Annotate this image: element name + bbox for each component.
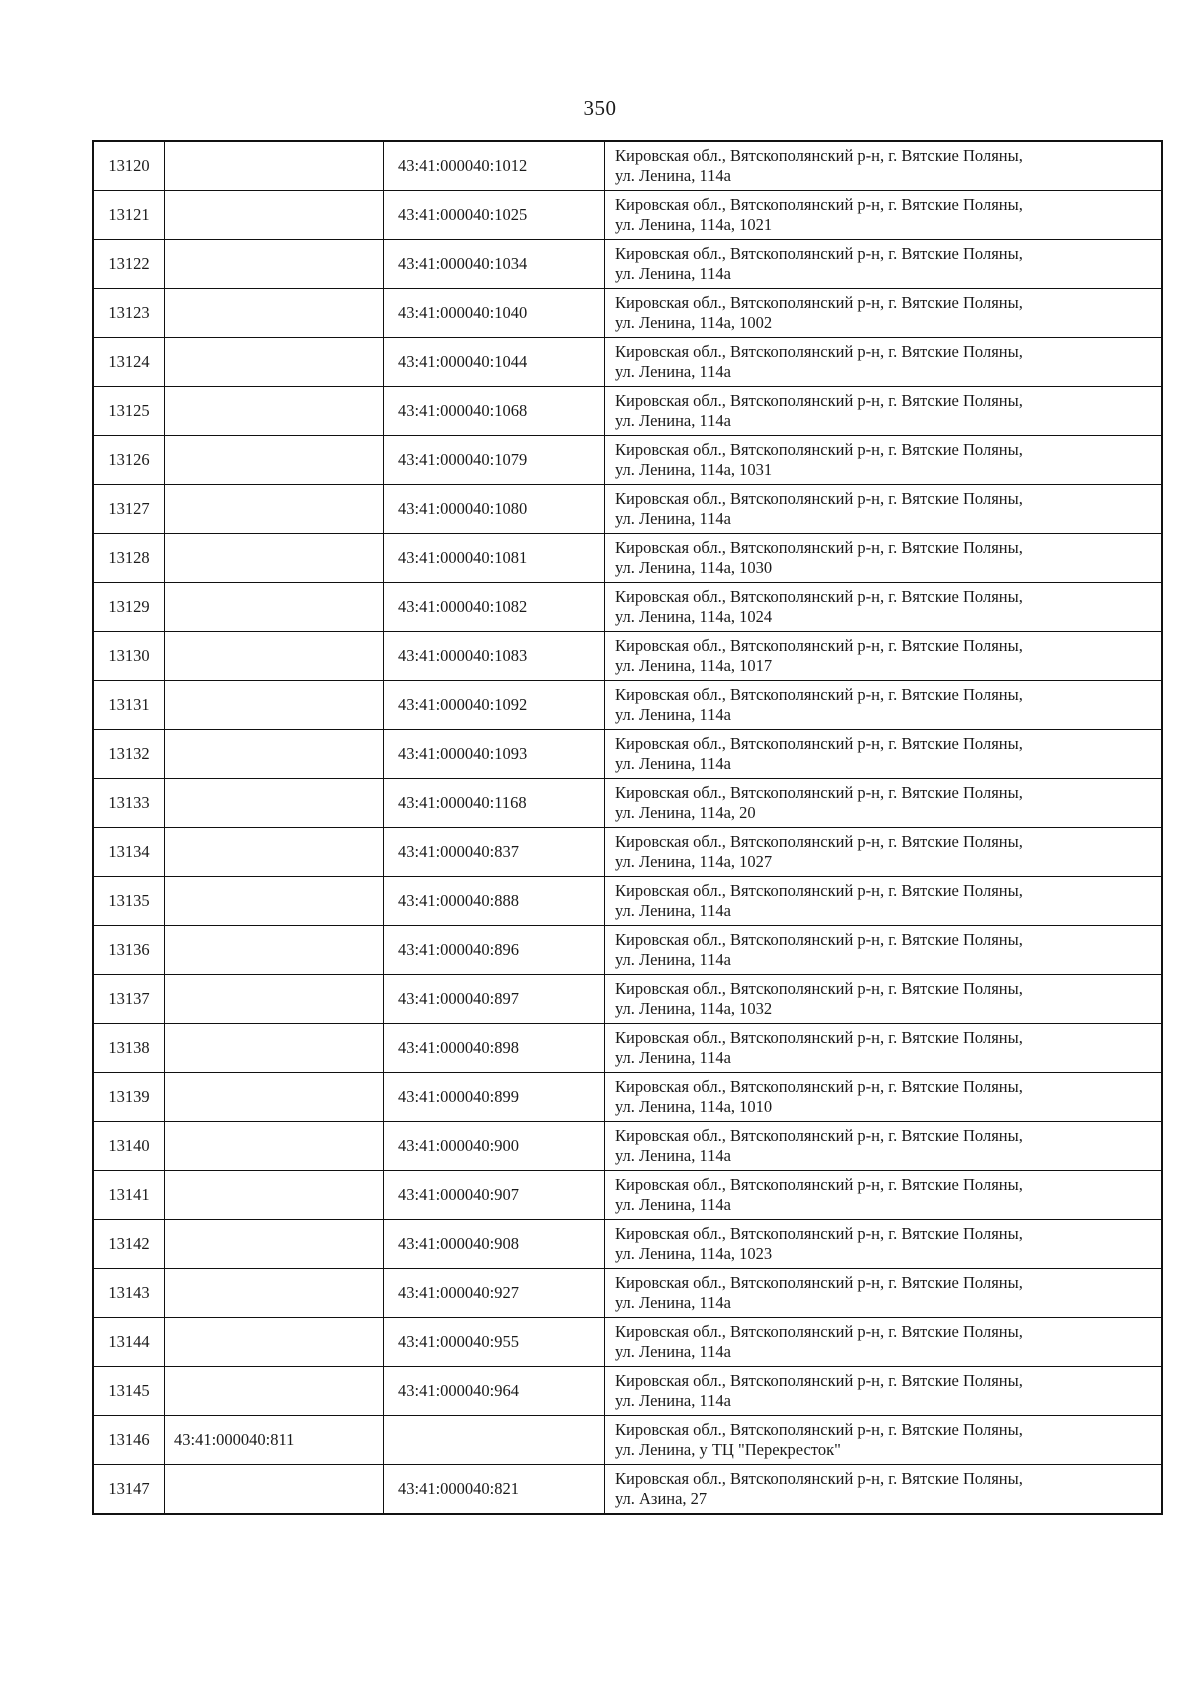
address-line-region: Кировская обл., Вятскополянский р-н, г. Вятские Поляны, [615,930,1023,949]
table-row [93,338,1162,387]
address-cell [605,1024,1163,1073]
address-line-street: ул. Ленина, 114а [615,705,731,724]
table-row [93,583,1162,632]
previous-cadastral-number-cell [165,1318,384,1367]
address-cell [605,583,1163,632]
cadastral-number-cell: 43:41:000040:955 [384,1318,605,1367]
address-line-street: ул. Ленина, 114а, 1024 [615,607,773,626]
cadastral-number-cell: 43:41:000040:1040 [384,289,605,338]
previous-cadastral-number-cell [165,1024,384,1073]
table-row [93,485,1162,534]
row-number-cell: 13133 [93,779,165,828]
row-number-cell: 13122 [93,240,165,289]
previous-cadastral-number-cell [165,191,384,240]
previous-cadastral-number-cell [165,1367,384,1416]
address-line-street: ул. Ленина, 114а [615,166,731,185]
address-line-street: ул. Ленина, 114а, 1027 [615,852,773,871]
table-row [93,1024,1162,1073]
address-line-region: Кировская обл., Вятскополянский р-н, г. Вятские Поляны, [615,244,1023,263]
table-row [93,730,1162,779]
address-line-region: Кировская обл., Вятскополянский р-н, г. Вятские Поляны, [615,538,1023,557]
address-line-region: Кировская обл., Вятскополянский р-н, г. Вятские Поляны, [615,1420,1023,1439]
page-number: 350 [583,96,617,120]
previous-cadastral-number-cell [165,1269,384,1318]
address-line-street: ул. Ленина, 114а, 1017 [615,656,773,675]
previous-cadastral-number-cell [165,436,384,485]
table-row [93,1416,1162,1465]
table-row [93,975,1162,1024]
cadastral-number-cell: 43:41:000040:1068 [384,387,605,436]
row-number-cell: 13126 [93,436,165,485]
table-row [93,681,1162,730]
previous-cadastral-number-cell [165,1220,384,1269]
row-number-cell: 13128 [93,534,165,583]
table-row [93,1171,1162,1220]
cadastral-number-cell: 43:41:000040:1025 [384,191,605,240]
address-line-region: Кировская обл., Вятскополянский р-н, г. Вятские Поляны, [615,1126,1023,1145]
address-line-street: ул. Ленина, 114а [615,950,731,969]
previous-cadastral-number-cell [165,1122,384,1171]
address-line-region: Кировская обл., Вятскополянский р-н, г. Вятские Поляны, [615,734,1023,753]
cadastral-number-cell: 43:41:000040:1082 [384,583,605,632]
cadastral-number-cell: 43:41:000040:1081 [384,534,605,583]
address-line-street: ул. Ленина, 114а, 1023 [615,1244,773,1263]
address-cell [605,141,1163,191]
address-line-street: ул. Ленина, 114а, 1010 [615,1097,773,1116]
address-line-region: Кировская обл., Вятскополянский р-н, г. Вятские Поляны, [615,979,1023,998]
table-row [93,436,1162,485]
row-number-cell: 13136 [93,926,165,975]
address-line-region: Кировская обл., Вятскополянский р-н, г. Вятские Поляны, [615,1224,1023,1243]
previous-cadastral-number-cell [165,1171,384,1220]
cadastral-number-cell: 43:41:000040:1093 [384,730,605,779]
row-number-cell: 13144 [93,1318,165,1367]
previous-cadastral-number-cell [165,387,384,436]
previous-cadastral-number-cell [165,141,384,191]
address-cell [605,534,1163,583]
row-number-cell: 13127 [93,485,165,534]
row-number-cell: 13124 [93,338,165,387]
row-number-cell: 13129 [93,583,165,632]
row-number-cell: 13140 [93,1122,165,1171]
row-number-cell: 13138 [93,1024,165,1073]
previous-cadastral-number-cell [165,730,384,779]
address-line-street: ул. Ленина, 114а [615,411,731,430]
table-row [93,141,1162,191]
address-line-street: ул. Ленина, 114а, 1021 [615,215,773,234]
address-line-region: Кировская обл., Вятскополянский р-н, г. Вятские Поляны, [615,489,1023,508]
previous-cadastral-number-cell [165,1465,384,1515]
address-line-street: ул. Азина, 27 [615,1489,708,1508]
address-line-street: ул. Ленина, 114а [615,509,731,528]
table-row [93,289,1162,338]
address-line-region: Кировская обл., Вятскополянский р-н, г. Вятские Поляны, [615,1028,1023,1047]
address-cell [605,191,1163,240]
address-cell [605,975,1163,1024]
address-line-street: ул. Ленина, 114а, 1002 [615,313,773,332]
address-line-region: Кировская обл., Вятскополянский р-н, г. Вятские Поляны, [615,685,1023,704]
address-line-region: Кировская обл., Вятскополянский р-н, г. Вятские Поляны, [615,587,1023,606]
address-line-street: ул. Ленина, 114а [615,754,731,773]
table-row [93,1465,1162,1515]
row-number-cell: 13137 [93,975,165,1024]
previous-cadastral-number-cell [165,534,384,583]
address-line-region: Кировская обл., Вятскополянский р-н, г. Вятские Поляны, [615,1469,1023,1488]
address-line-street: ул. Ленина, у ТЦ "Перекресток" [615,1440,841,1459]
row-number-cell: 13143 [93,1269,165,1318]
table-row [93,534,1162,583]
address-cell [605,1269,1163,1318]
table-row [93,1073,1162,1122]
cadastral-number-cell: 43:41:000040:888 [384,877,605,926]
row-number-cell: 13132 [93,730,165,779]
address-line-region: Кировская обл., Вятскополянский р-н, г. Вятские Поляны, [615,1273,1023,1292]
cadastral-number-cell: 43:41:000040:1044 [384,338,605,387]
address-cell [605,387,1163,436]
cadastral-number-cell: 43:41:000040:896 [384,926,605,975]
previous-cadastral-number-cell [165,681,384,730]
row-number-cell: 13139 [93,1073,165,1122]
cadastral-number-cell: 43:41:000040:1092 [384,681,605,730]
address-line-street: ул. Ленина, 114а [615,901,731,920]
row-number-cell: 13141 [93,1171,165,1220]
registry-table [92,140,1163,1515]
address-line-region: Кировская обл., Вятскополянский р-н, г. Вятские Поляны, [615,832,1023,851]
cadastral-number-cell: 43:41:000040:898 [384,1024,605,1073]
cadastral-number-cell: 43:41:000040:908 [384,1220,605,1269]
address-line-region: Кировская обл., Вятскополянский р-н, г. Вятские Поляны, [615,783,1023,802]
address-line-street: ул. Ленина, 114а, 1032 [615,999,773,1018]
address-cell [605,1220,1163,1269]
address-line-region: Кировская обл., Вятскополянский р-н, г. Вятские Поляны, [615,342,1023,361]
table-row [93,1122,1162,1171]
address-cell [605,485,1163,534]
address-line-region: Кировская обл., Вятскополянский р-н, г. Вятские Поляны, [615,195,1023,214]
address-line-region: Кировская обл., Вятскополянский р-н, г. Вятские Поляны, [615,1322,1023,1341]
table-row [93,877,1162,926]
cadastral-number-cell: 43:41:000040:927 [384,1269,605,1318]
address-cell [605,338,1163,387]
cadastral-number-cell: 43:41:000040:821 [384,1465,605,1515]
address-line-region: Кировская обл., Вятскополянский р-н, г. Вятские Поляны, [615,1371,1023,1390]
cadastral-number-cell [384,1416,605,1465]
cadastral-number-cell: 43:41:000040:900 [384,1122,605,1171]
address-cell [605,926,1163,975]
address-line-region: Кировская обл., Вятскополянский р-н, г. Вятские Поляны, [615,391,1023,410]
table-row [93,926,1162,975]
row-number-cell: 13130 [93,632,165,681]
cadastral-number-cell: 43:41:000040:1012 [384,141,605,191]
cadastral-number-cell: 43:41:000040:1080 [384,485,605,534]
table-row [93,191,1162,240]
address-cell [605,681,1163,730]
table-row [93,1318,1162,1367]
previous-cadastral-number-cell [165,1073,384,1122]
row-number-cell: 13121 [93,191,165,240]
previous-cadastral-number-cell [165,632,384,681]
table-row [93,632,1162,681]
cadastral-number-cell: 43:41:000040:1168 [384,779,605,828]
previous-cadastral-number-cell [165,975,384,1024]
cadastral-number-cell: 43:41:000040:1083 [384,632,605,681]
address-cell [605,1171,1163,1220]
previous-cadastral-number-cell [165,828,384,877]
address-cell [605,1122,1163,1171]
table-row [93,1269,1162,1318]
previous-cadastral-number-cell [165,926,384,975]
address-cell [605,828,1163,877]
row-number-cell: 13123 [93,289,165,338]
previous-cadastral-number-cell [165,240,384,289]
address-cell [605,1367,1163,1416]
address-line-region: Кировская обл., Вятскополянский р-н, г. Вятские Поляны, [615,1077,1023,1096]
address-cell [605,289,1163,338]
address-line-region: Кировская обл., Вятскополянский р-н, г. Вятские Поляны, [615,881,1023,900]
cadastral-number-cell: 43:41:000040:964 [384,1367,605,1416]
address-line-street: ул. Ленина, 114а, 1030 [615,558,773,577]
address-line-region: Кировская обл., Вятскополянский р-н, г. Вятские Поляны, [615,440,1023,459]
row-number-cell: 13120 [93,141,165,191]
address-cell [605,1416,1163,1465]
previous-cadastral-number-cell [165,485,384,534]
address-line-region: Кировская обл., Вятскополянский р-н, г. Вятские Поляны, [615,636,1023,655]
table-row [93,779,1162,828]
address-cell [605,632,1163,681]
previous-cadastral-number-cell: 43:41:000040:811 [165,1416,384,1465]
cadastral-number-cell: 43:41:000040:837 [384,828,605,877]
address-line-street: ул. Ленина, 114а [615,1048,731,1067]
table-body [93,141,1162,1514]
table-row [93,1367,1162,1416]
cadastral-number-cell: 43:41:000040:1079 [384,436,605,485]
address-line-street: ул. Ленина, 114а, 20 [615,803,756,822]
address-cell [605,1073,1163,1122]
table-row [93,1220,1162,1269]
table-row [93,828,1162,877]
row-number-cell: 13135 [93,877,165,926]
address-cell [605,1465,1163,1515]
address-line-street: ул. Ленина, 114а [615,362,731,381]
cadastral-number-cell: 43:41:000040:1034 [384,240,605,289]
row-number-cell: 13146 [93,1416,165,1465]
address-cell [605,436,1163,485]
address-line-street: ул. Ленина, 114а, 1031 [615,460,773,479]
address-cell [605,730,1163,779]
cadastral-number-cell: 43:41:000040:897 [384,975,605,1024]
previous-cadastral-number-cell [165,877,384,926]
row-number-cell: 13125 [93,387,165,436]
address-line-street: ул. Ленина, 114а [615,1293,731,1312]
table-row [93,240,1162,289]
address-line-street: ул. Ленина, 114а [615,1195,731,1214]
address-line-region: Кировская обл., Вятскополянский р-н, г. Вятские Поляны, [615,1175,1023,1194]
address-line-region: Кировская обл., Вятскополянский р-н, г. Вятские Поляны, [615,293,1023,312]
previous-cadastral-number-cell [165,289,384,338]
address-line-street: ул. Ленина, 114а [615,1146,731,1165]
row-number-cell: 13145 [93,1367,165,1416]
previous-cadastral-number-cell [165,338,384,387]
cadastral-number-cell: 43:41:000040:899 [384,1073,605,1122]
address-line-region: Кировская обл., Вятскополянский р-н, г. Вятские Поляны, [615,146,1023,165]
address-line-street: ул. Ленина, 114а [615,1391,731,1410]
row-number-cell: 13142 [93,1220,165,1269]
address-cell [605,240,1163,289]
row-number-cell: 13147 [93,1465,165,1515]
row-number-cell: 13134 [93,828,165,877]
address-cell [605,779,1163,828]
address-line-street: ул. Ленина, 114а [615,264,731,283]
address-line-street: ул. Ленина, 114а [615,1342,731,1361]
previous-cadastral-number-cell [165,779,384,828]
cadastral-number-cell: 43:41:000040:907 [384,1171,605,1220]
address-cell [605,1318,1163,1367]
row-number-cell: 13131 [93,681,165,730]
table-row [93,387,1162,436]
previous-cadastral-number-cell [165,583,384,632]
address-cell [605,877,1163,926]
